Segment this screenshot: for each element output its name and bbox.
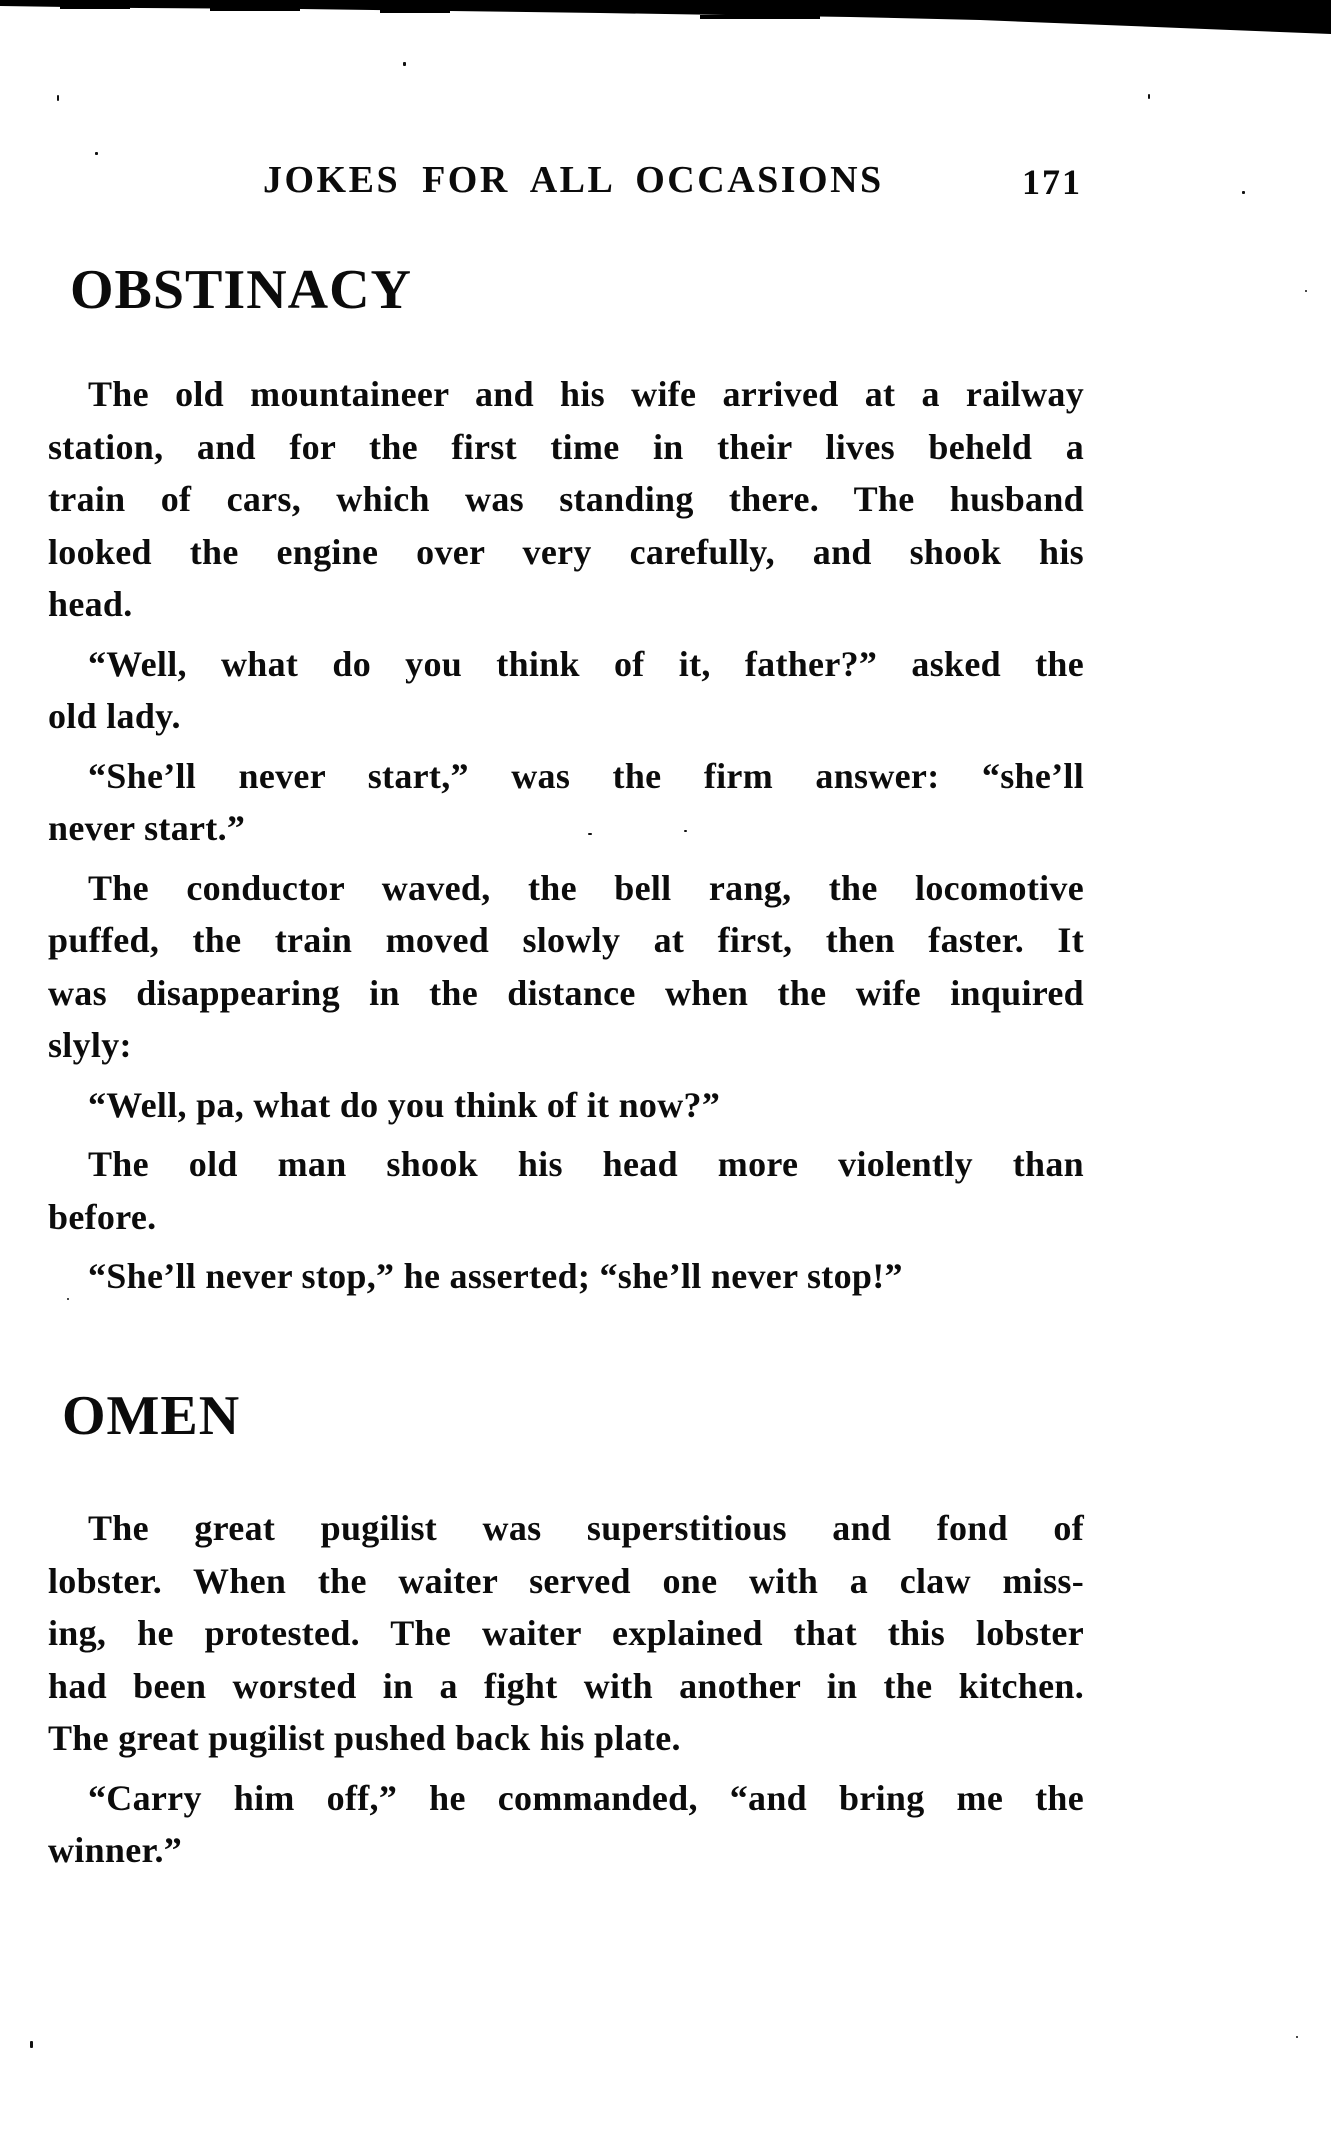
paragraph: [48, 862, 1084, 1072]
scan-speckle: [1305, 290, 1307, 292]
scan-speckle: [1242, 191, 1245, 194]
text-line: train of cars, which was standing there. The husband: [48, 479, 1084, 519]
scan-speckle: [57, 95, 59, 101]
paragraph: [48, 1250, 1084, 1303]
paragraph: [48, 1502, 1084, 1765]
text-line: slyly:: [48, 1025, 132, 1065]
text-line: station, and for the first time in their lives beheld a: [48, 426, 1084, 467]
text-line: winner.”: [48, 1830, 183, 1870]
scan-speckle: [588, 833, 592, 835]
scan-speckle: [30, 2041, 33, 2048]
section-heading-omen: OMEN: [62, 1385, 241, 1447]
text-line: had been worsted in a fight with another in the kitchen.: [48, 1665, 1084, 1706]
text-line: The conductor waved, the bell rang, the locomotive: [88, 867, 1084, 908]
scan-speckle: [1148, 94, 1150, 99]
text-line: “Well, what do you think of it, father?” asked the: [88, 643, 1084, 684]
text-line: “Carry him off,” he commanded, “and bring me the: [88, 1777, 1084, 1818]
text-line: The old mountaineer and his wife arrived at a railway: [88, 374, 1084, 414]
scan-artifact-top-bar: [0, 0, 1331, 40]
paragraph: [48, 368, 1084, 631]
section-body-obstinacy: [48, 368, 1084, 1310]
text-line: puffed, the train moved slowly at first, then faster. It: [48, 920, 1084, 960]
paragraph: [48, 750, 1084, 855]
text-line: old lady.: [48, 696, 181, 736]
text-line: never start.”: [48, 808, 246, 848]
scan-speckle: [95, 152, 98, 155]
text-line: The great pugilist was superstitious and fond of: [88, 1508, 1084, 1548]
paragraph: [48, 1138, 1084, 1243]
section-body-omen: [48, 1502, 1084, 1884]
text-line: before.: [48, 1196, 157, 1237]
text-line: was disappearing in the distance when the wife inquired: [48, 972, 1084, 1013]
scan-speckle: [1296, 2036, 1298, 2038]
text-line: lobster. When the waiter served one with a claw miss-: [48, 1560, 1084, 1601]
paragraph: [48, 638, 1084, 743]
section-heading-obstinacy: OBSTINACY: [70, 259, 412, 321]
running-header: JOKES FOR ALL OCCASIONS: [263, 159, 884, 201]
text-line: The great pugilist pushed back his plate.: [48, 1718, 681, 1758]
paragraph: [48, 1772, 1084, 1877]
paragraph: [48, 1079, 1084, 1132]
text-line: ing, he protested. The waiter explained that this lobster: [48, 1613, 1084, 1653]
scan-speckle: [684, 830, 687, 832]
text-line: “Well, pa, what do you think of it now?”: [88, 1084, 721, 1125]
text-line: head.: [48, 584, 133, 624]
scan-speckle: [403, 62, 406, 66]
text-line: The old man shook his head more violently than: [88, 1144, 1084, 1184]
page-number: 171: [1022, 162, 1082, 202]
text-line: “She’ll never start,” was the firm answer: “she’ll: [88, 755, 1084, 796]
text-line: “She’ll never stop,” he asserted; “she’ll never stop!”: [88, 1256, 903, 1296]
scan-speckle: [67, 1298, 69, 1300]
text-line: looked the engine over very carefully, and shook his: [48, 531, 1084, 572]
